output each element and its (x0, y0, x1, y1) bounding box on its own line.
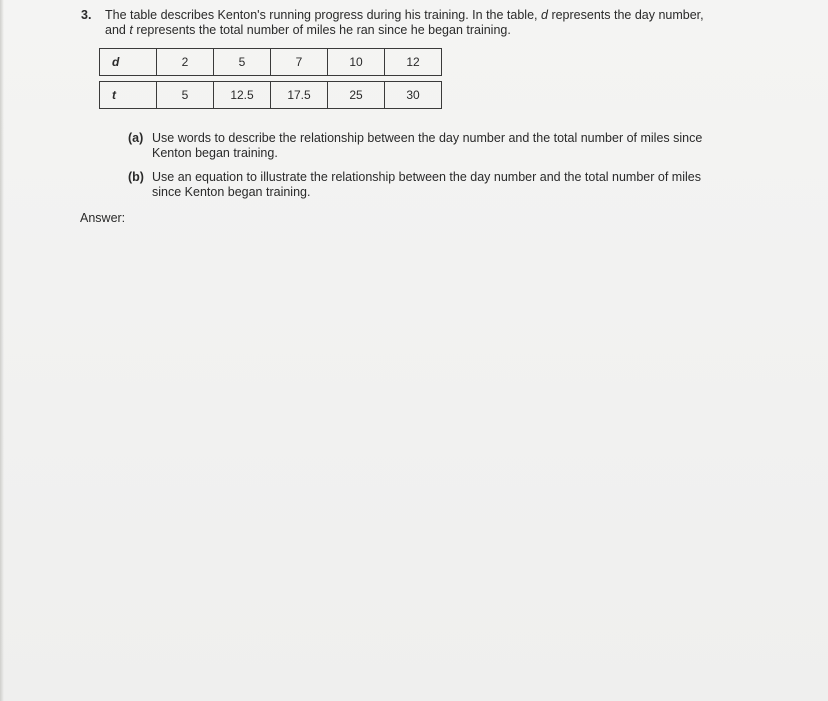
table-cell: 12.5 (214, 82, 271, 109)
table-cell: 25 (328, 82, 385, 109)
part-b-line1: Use an equation to illustrate the relationship between the day number and the total number of miles (152, 170, 701, 184)
question-text (105, 8, 765, 38)
table-label-t: t (100, 82, 157, 109)
question-number: 3. (81, 8, 92, 22)
question-line2-b: represents the total number of miles he ran since he began training. (136, 23, 511, 37)
part-a-text (152, 131, 748, 161)
question-var-d: d (541, 8, 548, 22)
question-var-t: t (129, 23, 133, 37)
part-a (128, 131, 748, 161)
part-a-label: (a) (128, 131, 144, 145)
part-b (128, 170, 748, 200)
table-row-d (100, 49, 442, 76)
part-b-label: (b) (128, 170, 144, 184)
part-b-text (152, 170, 748, 200)
table-label-d: d (100, 49, 157, 76)
paper-edge-shadow (0, 0, 4, 701)
table-cell: 12 (385, 49, 442, 76)
question-line1-b: represents the day number, (551, 8, 704, 22)
table-cell: 17.5 (271, 82, 328, 109)
answer-label: Answer: (80, 211, 126, 225)
part-a-line2: Kenton began training. (152, 146, 278, 160)
part-b-line2: since Kenton began training. (152, 185, 311, 199)
question-line1-a: The table describes Kenton's running progress during his training. In the table, (105, 8, 538, 22)
table-cell: 30 (385, 82, 442, 109)
table-cell: 7 (271, 49, 328, 76)
table-cell: 5 (157, 82, 214, 109)
table-cell: 2 (157, 49, 214, 76)
table-cell: 5 (214, 49, 271, 76)
part-a-line1: Use words to describe the relationship between the day number and the total number of miles since (152, 131, 703, 145)
question-line2-a: and (105, 23, 126, 37)
progress-table (99, 48, 442, 109)
table-cell: 10 (328, 49, 385, 76)
table-row-t (100, 82, 442, 109)
